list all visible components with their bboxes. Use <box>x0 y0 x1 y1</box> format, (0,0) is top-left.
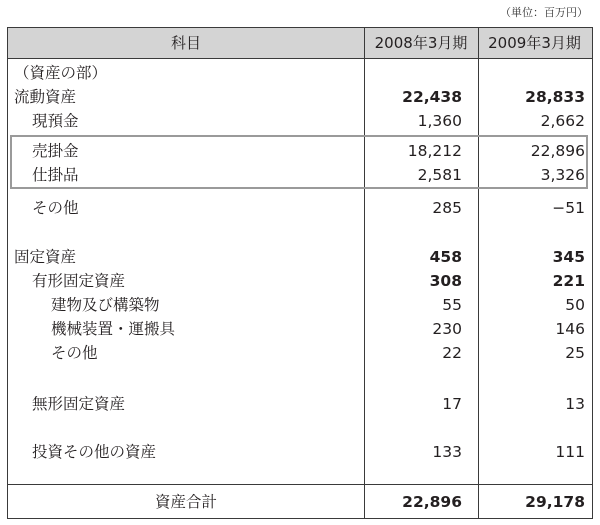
value-2008: 22 <box>442 344 462 362</box>
table-row <box>8 245 592 269</box>
value-2008: 17 <box>442 395 462 413</box>
row-label: 売掛金 <box>32 142 79 160</box>
value-2009: 25 <box>565 344 585 362</box>
table-row <box>8 109 592 133</box>
value-2009: 3,326 <box>540 166 585 184</box>
row-label: 流動資産 <box>14 88 77 106</box>
value-2008: 133 <box>432 443 462 461</box>
table-row <box>8 163 592 187</box>
value-2008: 1,360 <box>417 112 462 130</box>
row-label: 固定資産 <box>14 248 77 266</box>
value-2009: 345 <box>552 248 585 266</box>
row-label: その他 <box>32 199 79 217</box>
value-2009: 146 <box>555 320 585 338</box>
header-subject: 科目 <box>170 34 201 52</box>
table-row <box>8 139 592 163</box>
value-2008: 285 <box>432 199 462 217</box>
value-2008: 18,212 <box>407 142 462 160</box>
value-2008: 308 <box>429 272 462 290</box>
row-label: 建物及び構築物 <box>51 296 160 314</box>
total-2008: 22,896 <box>402 493 462 511</box>
table-row <box>8 293 592 317</box>
header-2009: 2009年3月期 <box>488 34 581 52</box>
balance-sheet-table <box>7 27 593 519</box>
table-row <box>8 196 592 220</box>
value-2008: 230 <box>432 320 462 338</box>
row-label: その他 <box>51 344 98 362</box>
row-label: 機械装置・運搬具 <box>51 320 176 338</box>
value-2009: 2,662 <box>540 112 585 130</box>
value-2009: 28,833 <box>525 88 585 106</box>
table-row <box>8 85 592 109</box>
value-2009: 22,896 <box>530 142 585 160</box>
row-label: 投資その他の資産 <box>32 443 157 461</box>
value-2009: −51 <box>552 199 585 217</box>
value-2008: 55 <box>442 296 462 314</box>
value-2009: 221 <box>552 272 585 290</box>
header-2008: 2008年3月期 <box>374 34 468 52</box>
table-header <box>8 28 592 59</box>
value-2008: 22,438 <box>402 88 462 106</box>
value-2008: 2,581 <box>417 166 462 184</box>
row-label: 有形固定資産 <box>32 272 126 290</box>
table-row <box>8 392 592 416</box>
row-label: 現預金 <box>32 112 79 130</box>
value-2008: 458 <box>429 248 462 266</box>
total-label: 資産合計 <box>154 493 217 511</box>
table-row <box>8 341 592 365</box>
value-2009: 50 <box>565 296 585 314</box>
total-divider <box>8 484 592 485</box>
table-row <box>8 269 592 293</box>
value-2009: 13 <box>565 395 585 413</box>
table-row <box>8 440 592 464</box>
unit-note: （単位：百万円） <box>500 6 588 19</box>
table-row <box>8 317 592 341</box>
total-2009: 29,178 <box>525 493 585 511</box>
row-label: 仕掛品 <box>32 166 79 184</box>
total-row <box>8 490 592 514</box>
value-2009: 111 <box>555 443 585 461</box>
table-row <box>8 61 592 85</box>
row-label: （資産の部） <box>14 64 108 82</box>
row-label: 無形固定資産 <box>32 395 126 413</box>
